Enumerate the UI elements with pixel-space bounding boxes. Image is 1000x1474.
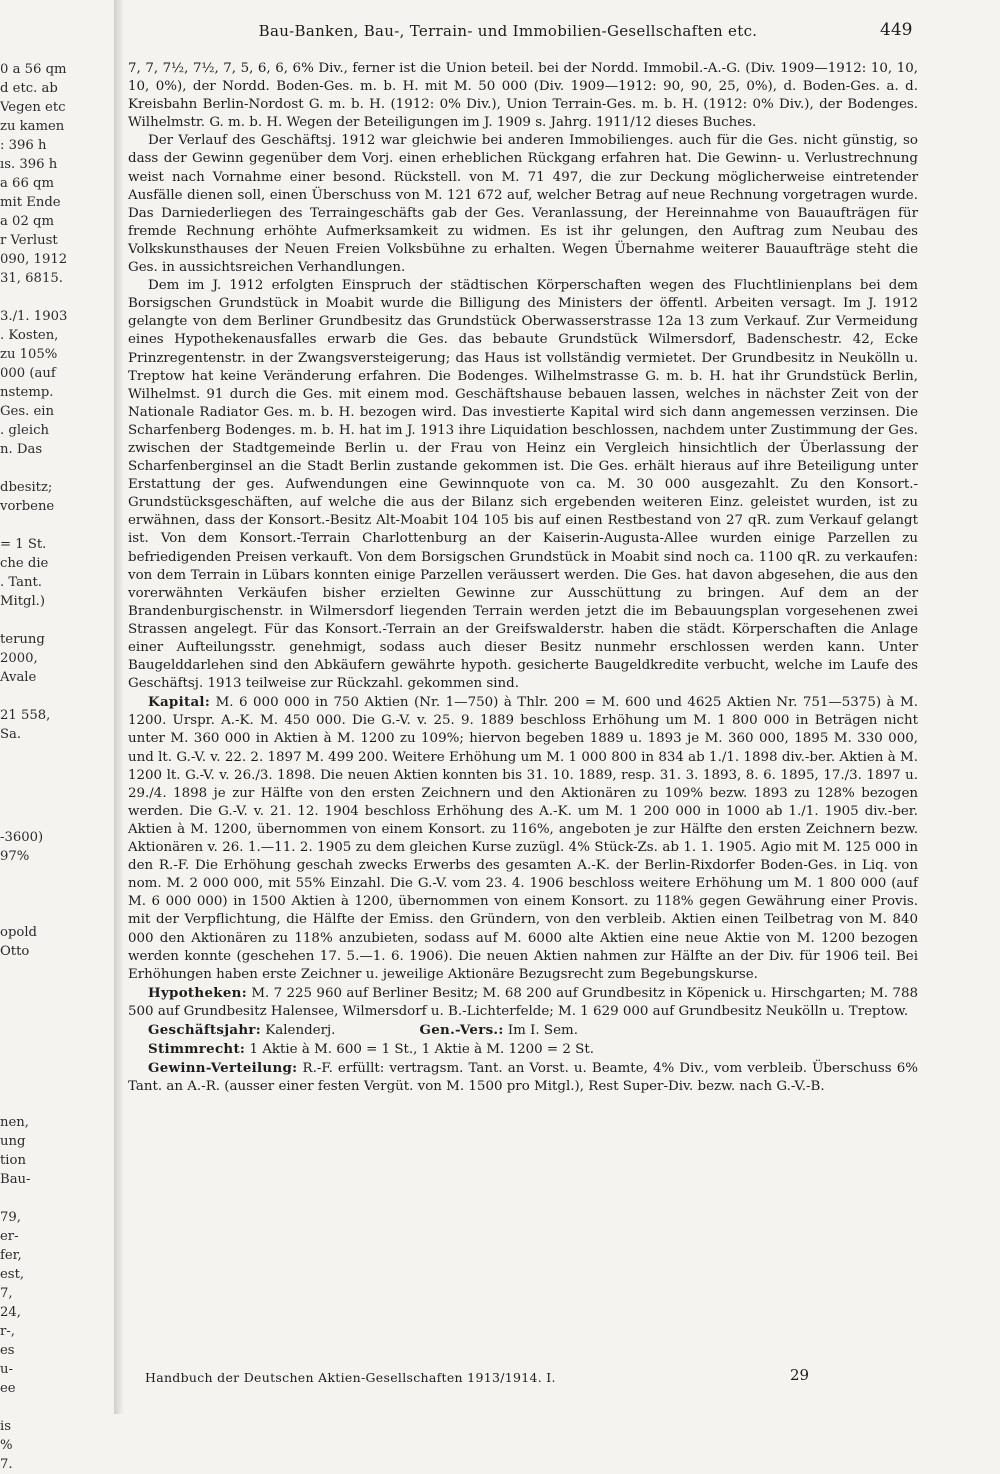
section-geschaeftsjahr-genvers — [128, 1021, 918, 1040]
margin-line: zu kamen — [0, 119, 65, 134]
label-kapital: Kapital: — [148, 694, 211, 711]
margin-line: est, — [0, 1267, 25, 1282]
margin-line: fer, — [0, 1248, 22, 1263]
margin-line — [0, 999, 120, 1018]
label-geschaeftsjahr: Geschäftsjahr: — [148, 1021, 261, 1038]
section-kapital — [128, 693, 918, 984]
margin-line — [0, 980, 120, 999]
margin-line — [0, 611, 120, 630]
main-text-column — [128, 60, 918, 1096]
value-geschaeftsjahr: Kalenderj. — [265, 1022, 336, 1038]
margin-line: dbesitz; — [0, 480, 53, 495]
margin-line: -3600) — [0, 830, 44, 845]
margin-line: er- — [0, 1229, 19, 1244]
section-gewinn-verteilung — [128, 1059, 918, 1096]
margin-line — [0, 1075, 120, 1094]
margin-line: u- — [0, 1362, 13, 1377]
margin-line: ee — [0, 1381, 16, 1396]
text-kapital: M. 6 000 000 in 750 Aktien (Nr. 1—750) à Thlr. 200 = M. 600 und 4625 Aktien Nr. 751—5375) à M. 1200. Urspr. A.-K. M. 450 000. Die G.-V. v. 25. 9. 1889 beschloss Erhöhung um M. 1 800 000 in Beträgen nicht unter M. 360 000 in Aktien à M. 1200 zu 109%; hiervon begeben 1889 u. 1893 je M. 360 000, 1895 M. 330 000, und lt. G.-V. v. 22. 2. 1897 M. 499 200. Weitere Erhöhung um M. 1 000 800 in 834 ab 1./1. 1898 div.-ber. Aktien à M. 1200 lt. G.-V. v. 26./3. 1898. Die neuen Aktien konnten bis 31. 10. 1889, resp. 31. 3. 1893, 8. 6. 1895, 17./3. 1897 u. 29./4. 1898 je zur Hälfte von den ersten Zeichnern und den Aktionären zu 109% bezw. 1893 zu 128% bezogen werden. Die G.-V. v. 21. 12. 1904 beschloss Erhöhung des A.-K. um M. 1 200 000 in 1000 ab 1./1. 1905 div.-ber. Aktien à M. 1200, übernommen von einem Konsort. zu 116%, angeboten je zur Hälfte den ersten Zeichnern bezw. Aktionären v. 26. 1.—11. 2. 1905 zu dem gleichen Kurse zuzügl. 4% Stück-Zs. ab 1. 1. 1905. Agio mit M. 125 000 in den R.-F. Die Erhöhung geschah zwecks Erwerbs des gesamten A.-K. der Berlin-Rixdorfer Boden-Ges. in Liq. von nom. M. 2 000 000, mit 55% Einzahl. Die G.-V. vom 23. 4. 1906 beschloss weitere Erhöhung um M. 1 800 000 (auf M. 6 000 000) in 1500 Aktien à 1200, übernommen von einem Konsort. zu 118% gegen Gewährung einer Provis. mit der Verpflichtung, die Hälfte der Emiss. den Gründern, von den verbleib. Aktien einen Teilbetrag von M. 840 000 den Aktionären zu 118% anzubieten, sodass auf M. 6000 alte Aktien eine neue Aktie von M. 1200 bezogen werden konnte (geschehen 17. 5.—1. 6. 1906). Die neuen Aktien nahmen zur Hälfte an der Div. für 1906 teil. Bei Erhöhungen haben erste Zeichner u. jeweilige Aktionäre Bezugsrecht zum Begebungskurse. — [128, 695, 918, 982]
paragraph-participations: 7, 7, 7½, 7½, 7, 5, 6, 6, 6% Div., ferner ist die Union beteil. bei der Nordd. Immobil.-A.-G. (Div. 1909—1912: 10, 10, 10, 0%), der Nordd. Boden-Ges. m. b. H. mit M. 50 000 (Div. 1909—1912: 90, 90, 25, 0%), d. Boden-Ges. a. d. Kreisbahn Berlin-Nordost G. m. b. H. (1912: 0% Div.), Union Terrain-Ges. m. b. H. (1912: 0% Div.), der Bodenges. Wilhelmstr. G. m. b. H. Wegen der Beteiligungen im J. 1909 s. Jahrg. 1911/12 dieses Buches. — [128, 61, 918, 131]
margin-line — [0, 1094, 120, 1113]
margin-line: 21 558, — [0, 708, 51, 723]
margin-line — [0, 961, 120, 980]
text-gewinn-verteilung: R.-F. erfüllt: vertragsm. Tant. an Vorst. u. Beamte, 4% Div., vom verbleib. Überschuss 6% Tant. an A.-R. (ausser einer festen Vergüt. von M. 1500 pro Mitgl.), Rest Super-Div. bezw. nach G.-V.-B. — [128, 1061, 919, 1095]
margin-line: nen, — [0, 1115, 29, 1130]
margin-line: . Kosten, — [0, 328, 59, 343]
running-header: Bau-Banken, Bau-, Terrain- und Immobilien-Gesellschaften etc. — [258, 22, 758, 40]
margin-line: 090, 1912 — [0, 252, 68, 267]
margin-line: Otto — [0, 944, 30, 959]
margin-line: 7, — [0, 1286, 13, 1301]
margin-line: 24, — [0, 1305, 21, 1320]
margin-line: Bau- — [0, 1172, 31, 1187]
label-gewinn-verteilung: Gewinn-Verteilung: — [148, 1060, 298, 1077]
paragraph-properties: Dem im J. 1912 erfolgten Einspruch der städtischen Körperschaften wegen des Fluchtlinienplans bei dem Borsigschen Grundstück in Moabit wurde die Billigung des Ministers der öffentl. Arbeiten versagt. Im J. 1912 gelangte von dem Berliner Grundbesitz das Grundstück Oberwasserstrasse 12a 13 zum Verkauf. Zur Vermeidung eines Hypothekenausfalles erwarb die Ges. das bebaute Grundstück Wilmersdorf, Badenschestr. 42, Ecke Prinzregentenstr. in der Zwangsversteigerung; das Haus ist vollständig vermietet. Der Grundbesitz in Neukölln u. Treptow hat keine Veränderung erfahren. Die Bodenges. Wilhelmstrasse G. m. b. H. hat ihr Grundstück Berlin, Wilhelmst. 91 durch die Ges. mit einem mod. Geschäftshause bebauen lassen, welches in nächster Zeit von der Nationale Radiator Ges. m. b. H. bezogen wird. Das investierte Kapital wird sich dann angemessen verzinsen. Die Scharfenberg Bodenges. m. b. H. hat im J. 1913 ihre Liquidation beschlossen, nachdem unter Zustimmung der Ges. zwischen der Stadtgemeinde Berlin u. der Frau von Heinz ein Vergleich hinsichtlich der Überlassung der Scharfenberginsel an die Stadt Berlin zustande gekommen ist. Die Ges. erhält hieraus auf ihre Beteiligung unter Erstattung der ges. Aufwendungen eine Gewinnquote von ca. M. 30 000 ausgezahlt. Zu den Konsort.-Grundstücksgeschäften, auf welche die aus der Bilanz sich ergebenden weiteren Einz. geleistet wurden, ist zu erwähnen, dass der Konsort.-Besitz Alt-Moabit 104 105 bis auf einen Restbestand von 27 qR. zum Verkauf gelangt ist. Von dem Konsort.-Terrain Charlottenburg an der Kaiserin-Augusta-Allee wurden einige Parzellen zu befriedigenden Preisen verkauft. Von dem Borsigschen Grundstück in Moabit sind noch ca. 1100 qR. zu verkaufen: von dem Terrain in Lübars konnten einige Parzellen veräussert werden. Die Ges. hat davon abgesehen, die aus den vorerwähnten Verkäufen bisher erzielten Gewinne zur Ausschüttung zu bringen. Auf dem an der Brandenburgischenstr. in Wilmersdorf liegenden Terrain werden jetzt die im Bebauungsplan vorgesehenen zwei Strassen angelegt. Für das Konsort.-Terrain an der Greifswalderstr. haben die städt. Körperschaften die Anlage einer Aufteilungsstr. genehmigt, sodass auch dieser Besitz nunmehr erschlossen werden kann. Unter Baugelddarlehen sind den Abkäufern gewährte hypoth. gesicherte Baugeldkredite verbucht, welche im Laufe des Geschäftsj. 1913 teilweise zur Rückzahl. gekommen sind. — [128, 278, 918, 692]
margin-line: 7. — [0, 1457, 13, 1472]
page-number: 449 — [880, 20, 913, 40]
margin-line — [0, 459, 120, 478]
margin-line: Sa. — [0, 727, 22, 742]
geschaeftsjahr — [148, 1021, 335, 1040]
adjacent-page-margin-top — [0, 60, 120, 742]
margin-line — [0, 1018, 120, 1037]
margin-line — [0, 288, 120, 307]
margin-line — [0, 904, 120, 923]
margin-line: 97% — [0, 849, 30, 864]
margin-line: vorbene — [0, 499, 55, 514]
margin-line: : 396 h — [0, 138, 47, 153]
margin-line: es — [0, 1343, 15, 1358]
margin-line — [0, 1398, 120, 1417]
margin-line: . Tant. — [0, 575, 43, 590]
margin-line: . gleich — [0, 423, 49, 438]
margin-line: terung — [0, 632, 45, 647]
margin-line: % — [0, 1438, 13, 1453]
margin-line: opold — [0, 925, 37, 940]
margin-line — [0, 885, 120, 904]
footer-publication: Handbuch der Deutschen Aktien-Gesellschaften 1913/1914. I. — [145, 1370, 556, 1385]
margin-line: che die — [0, 556, 49, 571]
margin-line: mit Ende — [0, 195, 61, 210]
gen-vers — [420, 1021, 579, 1040]
margin-line: tion — [0, 1153, 26, 1168]
margin-line — [0, 866, 120, 885]
margin-line: a 02 qm — [0, 214, 54, 229]
margin-line: r Verlust — [0, 233, 58, 248]
margin-line: zu 105% — [0, 347, 58, 362]
margin-line — [0, 1189, 120, 1208]
margin-line — [0, 1056, 120, 1075]
margin-line — [0, 1037, 120, 1056]
margin-line: Ges. ein — [0, 404, 55, 419]
margin-line: Avale — [0, 670, 37, 685]
section-hypotheken — [128, 984, 918, 1021]
paragraph-business-year: Der Verlauf des Geschäftsj. 1912 war gleichwie bei anderen Immobilienges. auch für die Ges. nicht günstig, so dass der Gewinn gegenüber dem Vorj. einen erheblichen Rückgang erfahren hat. Die Gewinn- u. Verlustrechnung weist nach Vornahme einer besond. Rückstell. von M. 71 497, die zur Deckung möglicherweise eintretender Ausfälle dienen soll, einen Überschuss von M. 121 672 auf, welcher Betrag auf neue Rechnung vorgetragen wurde. Das Darniederliegen des Terraingeschäfts gab der Ges. Veranlassung, der Hereinnahme von Bauaufträgen für fremde Rechnung erhöhte Aufmerksamkeit zu widmen. Es ist ihr gelungen, den Auftrag zum Neubau des Volkskunsthauses der Neuen Freien Volksbühne zu erhalten. Wegen Übernahme weiterer Bauaufträge steht die Ges. in aussichtsreichen Verhandlungen. — [128, 133, 918, 276]
margin-line: ung — [0, 1134, 26, 1149]
margin-line: Vegen etc — [0, 100, 66, 115]
margin-line: ıs. 396 h — [0, 157, 58, 172]
margin-line: 31, 6815. — [0, 271, 63, 286]
margin-line: 000 (auf — [0, 366, 56, 381]
margin-line: 2000, — [0, 651, 38, 666]
margin-line: = 1 St. — [0, 537, 47, 552]
margin-line: r-, — [0, 1324, 15, 1339]
margin-line: 3./1. 1903 — [0, 309, 68, 324]
value-stimmrecht: 1 Aktie à M. 600 = 1 St., 1 Aktie à M. 1200 = 2 St. — [249, 1042, 594, 1058]
margin-line: Mitgl.) — [0, 594, 46, 609]
margin-line: n. Das — [0, 442, 43, 457]
label-stimmrecht: Stimmrecht: — [148, 1041, 246, 1058]
margin-line — [0, 516, 120, 535]
section-stimmrecht — [128, 1040, 918, 1059]
margin-line — [0, 687, 120, 706]
margin-line: 79, — [0, 1210, 21, 1225]
margin-line: d etc. ab — [0, 81, 58, 96]
margin-line: a 66 qm — [0, 176, 54, 191]
text-hypotheken: M. 7 225 960 auf Berliner Besitz; M. 68 200 auf Grundbesitz in Köpenick u. Hirschgarten; M. 788 500 auf Grundbesitz Halensee, Wilmersdorf u. B.-Lichterfelde; M. 1 629 000 auf Grundbesitz Neukölln u. Treptow. — [128, 985, 918, 1019]
value-gen-vers: Im I. Sem. — [507, 1022, 578, 1038]
margin-line: nstemp. — [0, 385, 54, 400]
label-gen-vers: Gen.-Vers.: — [419, 1021, 504, 1038]
footer-signature-number: 29 — [790, 1366, 810, 1384]
margin-line: is — [0, 1419, 11, 1434]
margin-line: 0 a 56 qm — [0, 62, 67, 77]
label-hypotheken: Hypotheken: — [148, 984, 247, 1001]
adjacent-page-margin-bottom — [0, 828, 120, 1472]
